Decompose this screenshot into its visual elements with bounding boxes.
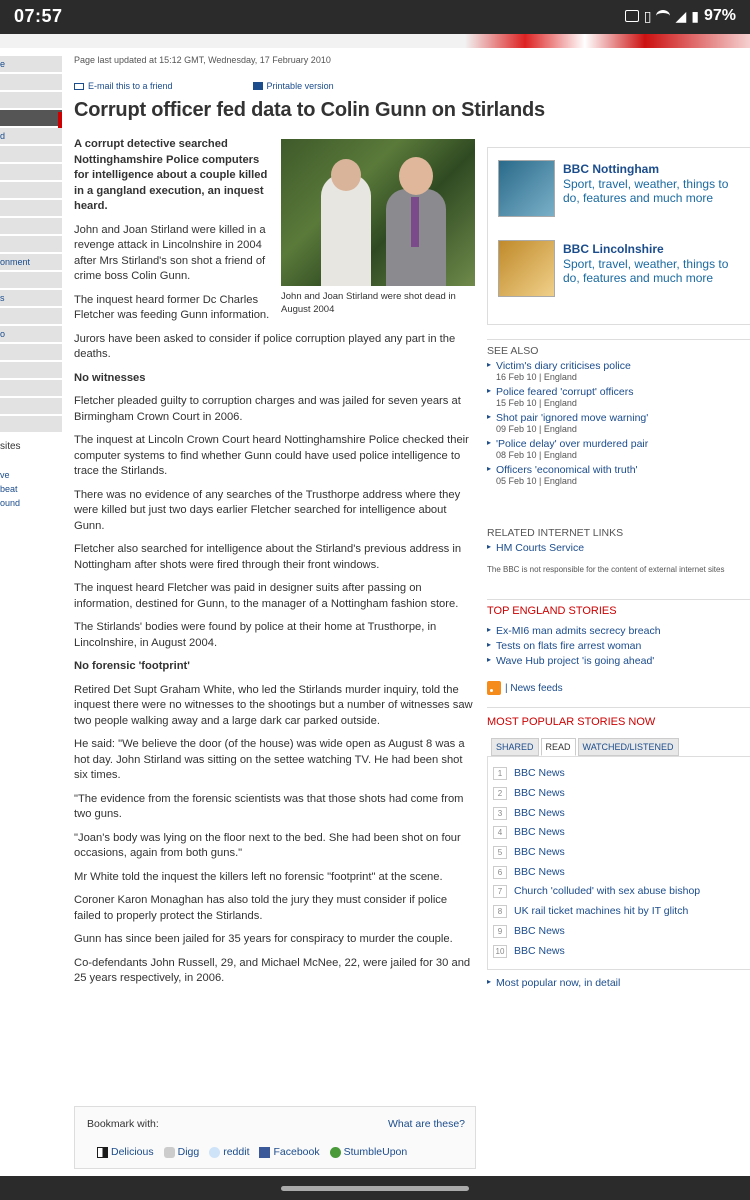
printer-icon — [253, 82, 263, 90]
nav-item[interactable] — [0, 416, 62, 432]
rank-badge: 5 — [493, 846, 507, 859]
paragraph: Mr White told the inquest the killers left no forensic "footprint" at the scene. — [74, 870, 443, 883]
article-intro: A corrupt detective searched Nottinghamshire Police computers for intelligence about a couple killed in a gangland execution, an inquest heard. — [74, 138, 268, 212]
divider — [487, 707, 750, 708]
paragraph: Co-defendants John Russell, 29, and Michael McNee, 22, were jailed for 30 and 25 years respectively, in 2006. — [74, 956, 471, 984]
digg-label: Digg — [177, 1146, 200, 1158]
promo-image — [498, 160, 555, 217]
promo-desc[interactable]: Sport, travel, weather, things to do, features and much more — [563, 257, 729, 285]
bookmark-title: Bookmark with: — [87, 1118, 159, 1130]
reddit-link[interactable] — [209, 1146, 249, 1158]
tab-read[interactable]: READ — [541, 738, 576, 756]
gesture-handle[interactable] — [281, 1186, 469, 1191]
see-also-meta: 05 Feb 10 | England — [496, 476, 577, 486]
rank-badge: 8 — [493, 905, 507, 918]
popular-link[interactable]: BBC News — [514, 807, 565, 819]
nav-item[interactable] — [0, 200, 62, 216]
popular-item[interactable] — [493, 902, 688, 920]
paragraph: "The evidence from the forensic scientists was that those shots had come from two guns. — [74, 792, 464, 820]
news-feeds-link[interactable] — [487, 681, 563, 695]
nav-item-active[interactable] — [0, 110, 62, 126]
reddit-icon — [209, 1147, 220, 1158]
tab-shared[interactable]: SHARED — [491, 738, 539, 756]
nav-item[interactable]: s — [0, 290, 62, 306]
local-promos — [487, 147, 750, 325]
nav-item[interactable] — [0, 308, 62, 324]
email-label: E-mail this to a friend — [88, 81, 173, 91]
stumbleupon-label: StumbleUpon — [343, 1146, 408, 1158]
most-popular-more — [487, 977, 750, 989]
rank-badge: 3 — [493, 807, 507, 820]
paragraph: Jurors have been asked to consider if police corruption played any part in the deaths. — [74, 332, 456, 360]
promo-title[interactable]: BBC Nottingham — [563, 162, 659, 176]
paragraph: The Stirlands' bodies were found by police at their home at Trusthorpe, in Lincolnshire, in August 2004. — [74, 621, 437, 649]
battery-icon: ▮ — [691, 7, 699, 24]
email-link[interactable] — [74, 81, 173, 91]
nav-item[interactable] — [0, 74, 62, 90]
bookmark-box — [74, 1106, 476, 1169]
rank-badge: 10 — [493, 945, 507, 958]
see-also-heading: SEE ALSO — [487, 345, 539, 357]
promo-desc[interactable]: Sport, travel, weather, things to do, features and much more — [563, 177, 729, 205]
paragraph: Fletcher pleaded guilty to corruption charges and was jailed for seven years at Birmingham Crown Court in 2006. — [74, 395, 461, 423]
popular-item[interactable] — [493, 882, 700, 900]
see-also-meta: 08 Feb 10 | England — [496, 450, 577, 460]
facebook-link[interactable] — [259, 1146, 319, 1158]
related-list — [487, 542, 750, 554]
nav-item[interactable] — [0, 398, 62, 414]
paragraph: Retired Det Supt Graham White, who led the Stirlands murder inquiry, told the inquest there were no witnesses to the shootings but a number of witnesses saw two people walking away and a large dark car parked outside. — [74, 683, 473, 727]
site-banner — [0, 34, 750, 48]
most-popular-heading: MOST POPULAR STORIES NOW — [487, 716, 656, 728]
most-popular-list — [487, 756, 750, 970]
rank-badge: 2 — [493, 787, 507, 800]
status-icons — [625, 7, 736, 25]
promo-image — [498, 240, 555, 297]
nav-link[interactable]: ve — [0, 470, 10, 480]
popular-item[interactable] — [493, 804, 565, 822]
vibrate-icon: ▯ — [643, 7, 652, 24]
nav-item[interactable] — [0, 218, 62, 234]
promo-title[interactable]: BBC Lincolnshire — [563, 242, 664, 256]
rank-badge: 6 — [493, 866, 507, 879]
envelope-icon — [74, 83, 84, 90]
popular-item[interactable] — [493, 863, 565, 881]
related-heading: RELATED INTERNET LINKS — [487, 527, 624, 539]
battery-level: 97% — [703, 7, 736, 24]
rank-badge: 4 — [493, 826, 507, 839]
popular-link[interactable]: BBC News — [514, 826, 565, 838]
reddit-label: reddit — [223, 1146, 250, 1158]
paragraph: "Joan's body was lying on the floor next to the bed. She had been shot on four occasions, again from both guns." — [74, 831, 461, 859]
most-popular-detail-link[interactable]: ▸ Most popular now, in detail — [487, 977, 750, 989]
see-also-meta: 09 Feb 10 | England — [496, 424, 577, 434]
rank-badge: 7 — [493, 885, 507, 898]
external-disclaimer: The BBC is not responsible for the content of external internet sites — [487, 565, 725, 574]
nav-item[interactable] — [0, 344, 62, 360]
divider — [487, 339, 750, 340]
nav-item[interactable] — [0, 146, 62, 162]
delicious-icon — [97, 1147, 108, 1158]
popular-item[interactable] — [493, 764, 565, 782]
paragraph: John and Joan Stirland were killed in a revenge attack in Lincolnshire in 2004 after Mrs Stirland's son shot a friend of crime boss Colin Gunn. — [74, 223, 266, 282]
print-label: Printable version — [266, 81, 334, 91]
article-tools — [74, 81, 334, 91]
tab-watched-listened[interactable]: WATCHED/LISTENED — [578, 738, 679, 756]
photo-caption: John and Joan Stirland were shot dead in August 2004 — [281, 291, 456, 315]
digg-icon — [164, 1147, 175, 1158]
nav-item[interactable] — [0, 380, 62, 396]
stumbleupon-icon — [330, 1147, 341, 1158]
related-link[interactable]: ▸ HM Courts Service — [487, 542, 750, 554]
nav-link[interactable]: ound — [0, 498, 21, 508]
popular-link[interactable]: BBC News — [514, 846, 565, 858]
nav-item[interactable] — [0, 236, 62, 252]
top-stories-list — [487, 625, 750, 667]
see-also-link[interactable]: ▸ 'Police delay' over murdered pair — [487, 438, 750, 450]
top-story-link[interactable]: ▸ Ex-MI6 man admits secrecy breach — [487, 625, 750, 637]
nav-item[interactable] — [0, 182, 62, 198]
popular-item[interactable] — [493, 843, 565, 861]
paragraph: The inquest heard former Dc Charles Fletcher was feeding Gunn information. — [74, 293, 270, 321]
see-also-list — [487, 360, 750, 486]
bookmark-help-link[interactable]: What are these? — [387, 1118, 465, 1130]
rank-badge: 1 — [493, 767, 507, 780]
popular-item[interactable] — [493, 942, 565, 960]
popular-item[interactable] — [493, 823, 565, 841]
bookmark-links — [97, 1146, 407, 1158]
nav-active-marker — [58, 112, 62, 128]
divider — [487, 599, 750, 600]
popular-link[interactable]: UK rail ticket machines hit by IT glitch — [514, 905, 689, 917]
print-link[interactable] — [253, 81, 334, 91]
see-also-link[interactable]: ▸ Victim's diary criticises police — [487, 360, 750, 372]
nav-item[interactable]: e — [0, 56, 62, 72]
delicious-link[interactable] — [97, 1146, 154, 1158]
digg-link[interactable] — [164, 1146, 200, 1158]
left-nav — [0, 56, 62, 510]
facebook-icon — [259, 1147, 270, 1158]
see-also-link[interactable]: ▸ Officers 'economical with truth' — [487, 464, 750, 476]
paragraph: The inquest heard Fletcher was paid in designer suits after passing on information, destined for Gunn, to the manager of a Nottingham fashion store. — [74, 582, 459, 610]
last-updated: Page last updated at 15:12 GMT, Wednesday, 17 February 2010 — [74, 55, 331, 65]
wifi-icon — [656, 10, 670, 22]
signal-icon: ◢ — [675, 7, 687, 24]
local-promo[interactable] — [498, 160, 748, 220]
paragraph: He said: "We believe the door (of the house) was wide open as August 8 was a hot day. John Stirland was sitting on the settee watching TV. He had been shot six times. — [74, 738, 465, 781]
rank-badge: 9 — [493, 925, 507, 938]
popular-item[interactable] — [493, 784, 565, 802]
news-feeds-label: | News feeds — [505, 682, 563, 694]
nav-section-label: sites — [0, 441, 21, 452]
system-nav-bar — [0, 1176, 750, 1200]
paragraph: Coroner Karon Monaghan has also told the jury they must consider if police failed to properly protect the Stirlands. — [74, 894, 448, 922]
popular-link[interactable]: BBC News — [514, 787, 565, 799]
nav-link[interactable]: beat — [0, 484, 18, 494]
page-title: Corrupt officer fed data to Colin Gunn on Stirlands — [74, 99, 545, 121]
top-story-link[interactable]: ▸ Tests on flats fire arrest woman — [487, 640, 750, 652]
top-stories-heading: TOP ENGLAND STORIES — [487, 605, 617, 617]
top-story-link[interactable]: ▸ Wave Hub project 'is going ahead' — [487, 655, 750, 667]
see-also-meta: 16 Feb 10 | England — [496, 372, 577, 382]
nav-item[interactable] — [0, 164, 62, 180]
nav-item[interactable]: o — [0, 326, 62, 342]
local-promo[interactable] — [498, 240, 748, 300]
article-body — [74, 137, 474, 995]
cast-icon — [625, 10, 639, 22]
popular-link[interactable]: BBC News — [514, 866, 565, 878]
facebook-label: Facebook — [273, 1146, 320, 1158]
subheading: No forensic 'footprint' — [74, 660, 190, 672]
delicious-label: Delicious — [111, 1146, 154, 1158]
see-also-meta: 15 Feb 10 | England — [496, 398, 577, 408]
stumbleupon-link[interactable] — [330, 1146, 408, 1158]
paragraph: There was no evidence of any searches of the Trusthorpe address where they were killed but just two days earlier Fletcher searched for intelligence about Gunn. — [74, 488, 461, 532]
paragraph: Fletcher also searched for intelligence about the Stirland's previous address in Nottingham after shots were fired through their front windows. — [74, 543, 462, 571]
subheading: No witnesses — [74, 371, 146, 384]
most-popular-tabs — [491, 738, 679, 756]
paragraph: Gunn has since been jailed for 35 years for conspiracy to murder the couple. — [74, 933, 453, 945]
popular-link[interactable]: BBC News — [514, 945, 565, 957]
nav-item[interactable] — [0, 362, 62, 378]
nav-item[interactable] — [0, 272, 62, 288]
popular-link[interactable]: BBC News — [514, 767, 565, 779]
see-also-link[interactable]: ▸ Shot pair 'ignored move warning' — [487, 412, 750, 424]
rss-icon — [487, 681, 501, 695]
nav-item[interactable]: d — [0, 128, 62, 144]
clock: 07:57 — [14, 6, 63, 26]
nav-item[interactable] — [0, 92, 62, 108]
status-bar — [0, 0, 750, 34]
see-also-link[interactable]: ▸ Police feared 'corrupt' officers — [487, 386, 750, 398]
popular-link[interactable]: Church 'colluded' with sex abuse bishop — [514, 885, 701, 897]
popular-link[interactable]: BBC News — [514, 925, 565, 937]
nav-item[interactable]: onment — [0, 254, 62, 270]
popular-item[interactable] — [493, 922, 565, 940]
paragraph: The inquest at Lincoln Crown Court heard Nottinghamshire Police checked their computer systems to find whether Gunn could have used police intelligence to trace the Stirlands. — [74, 434, 469, 477]
